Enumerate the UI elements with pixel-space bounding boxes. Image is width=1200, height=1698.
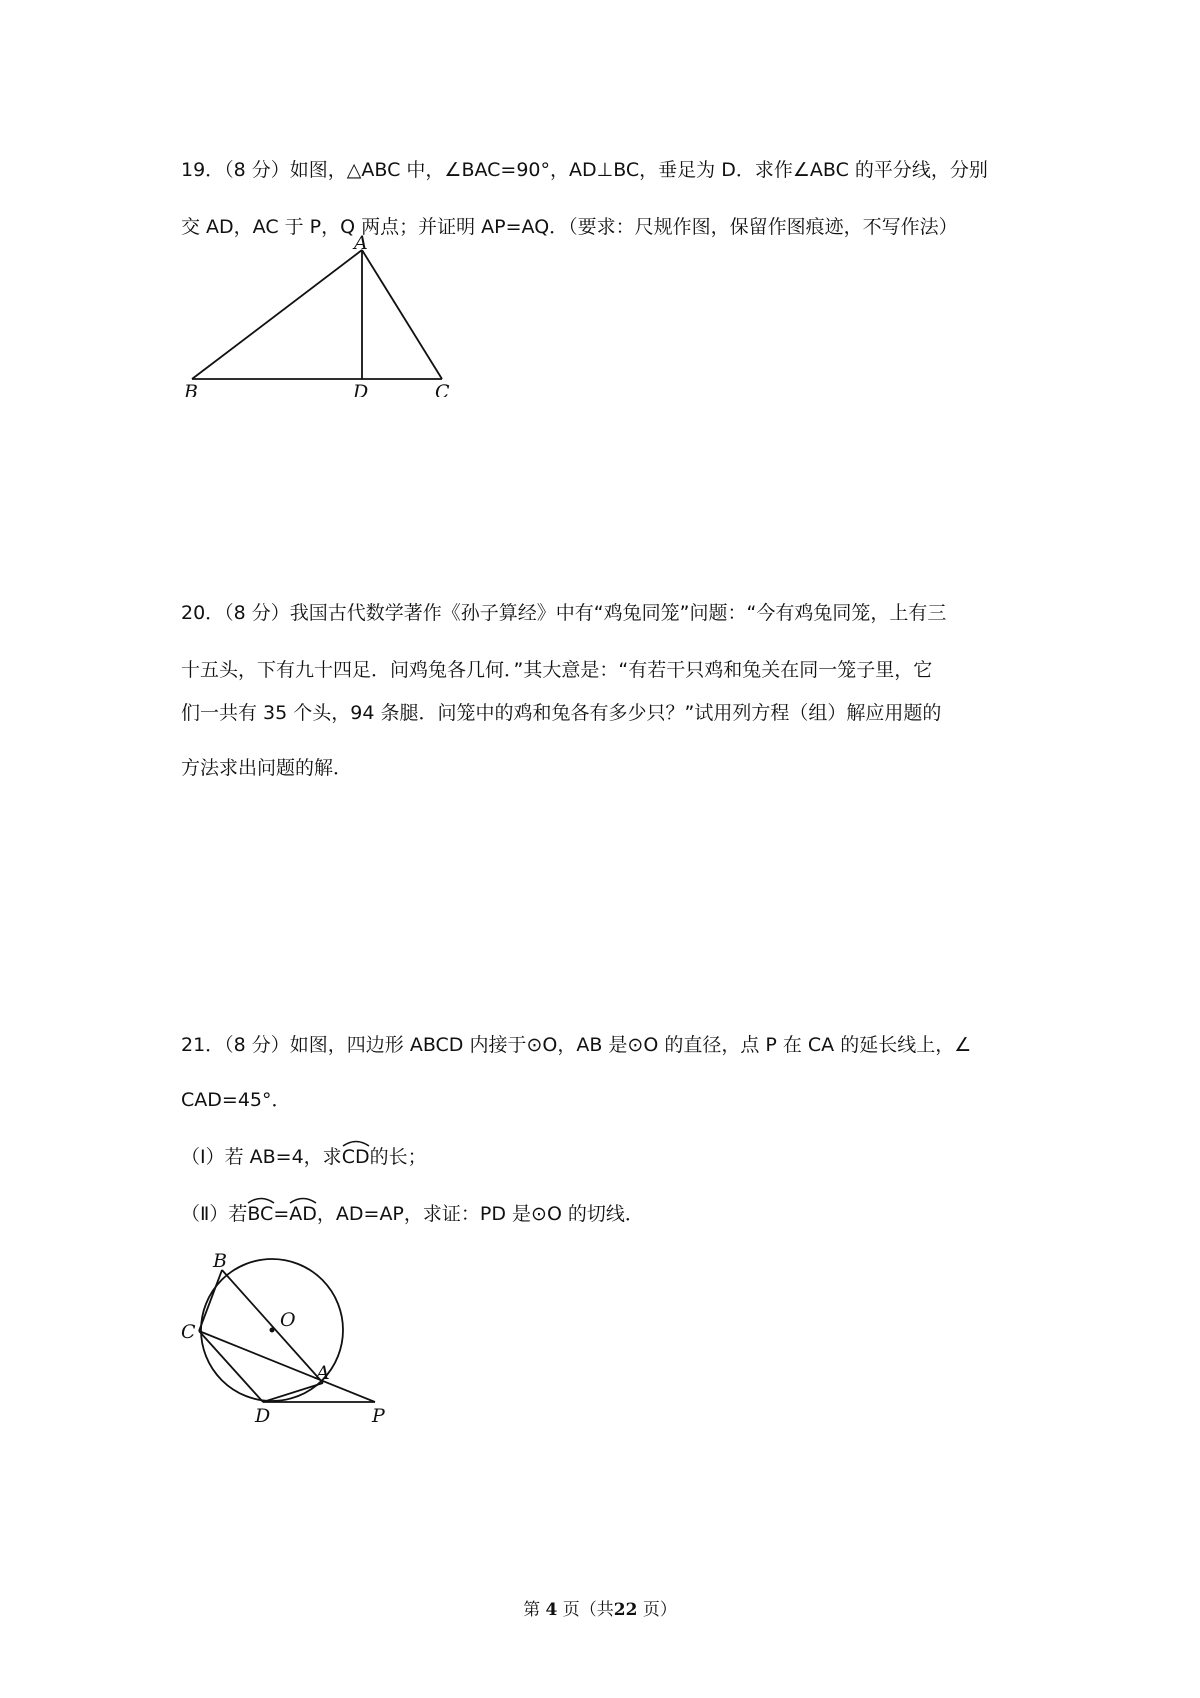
q19-line-2: 交 AD，AC 于 P，Q 两点；并证明 AP=AQ．（要求：尺规作图，保留作图痕迹，不写作法） (181, 216, 958, 238)
q19-label-b: B (184, 381, 198, 397)
q21-circle-figure (175, 1248, 415, 1433)
footer-page-number: 4 (545, 1600, 558, 1620)
q21-arc-cd-label: CD (341, 1146, 370, 1168)
arc-mark-icon (247, 1194, 275, 1204)
q19-line-1: 19．（8 分）如图，△ABC 中，∠BAC=90°，AD⊥BC，垂足为 D．求作∠ABC 的平分线，分别 (181, 159, 988, 181)
q21-part2-eq: = (273, 1203, 290, 1225)
page-footer (0, 1595, 1200, 1620)
q20-line-1: 20．（8 分）我国古代数学著作《孙子算经》中有“鸡兔同笼”问题：“今有鸡兔同笼，上有三 (181, 602, 947, 624)
q21-arc-cd (342, 1143, 370, 1171)
footer-suffix: 页） (642, 1600, 677, 1620)
q21-line-1: 21．（8 分）如图，四边形 ABCD 内接于⊙O，AB 是⊙O 的直径，点 P 在 CA 的延长线上，∠ (181, 1034, 972, 1056)
arc-mark-icon (289, 1194, 317, 1204)
q19-triangle-lines (192, 250, 442, 379)
q21-part2-suffix: ，AD=AP，求证：PD 是⊙O 的切线． (316, 1203, 644, 1225)
q21-line-2: CAD=45°． (181, 1089, 291, 1111)
q21-arc-ad-label: AD (289, 1203, 317, 1225)
arc-mark-icon (342, 1137, 370, 1147)
q21-part-1 (181, 1143, 427, 1171)
q20-line-4: 方法求出问题的解． (181, 757, 353, 779)
q21-label-c: C (181, 1321, 196, 1343)
q19-triangle-figure (180, 232, 470, 397)
q21-center-dot (270, 1328, 275, 1333)
q21-label-p: P (372, 1405, 385, 1427)
q21-arc-ad (289, 1200, 317, 1228)
q21-part-2 (181, 1200, 644, 1228)
q21-part1-suffix: 的长； (369, 1146, 427, 1168)
q21-label-o: O (280, 1309, 296, 1331)
footer-total-pages: 22 (613, 1600, 638, 1620)
q21-part2-prefix: （Ⅱ）若 (181, 1203, 248, 1225)
q20-line-2: 十五头，下有九十四足．问鸡兔各几何．”其大意是：“有若干只鸡和兔关在同一笼子里，它 (181, 659, 933, 681)
q21-arc-bc (247, 1200, 273, 1228)
q21-arc-bc-label: BC (247, 1203, 274, 1225)
q21-label-b: B (213, 1250, 227, 1272)
footer-middle: 页（共 (562, 1600, 614, 1620)
q19-label-d: D (353, 381, 369, 397)
q21-label-d: D (255, 1405, 271, 1427)
q20-line-3: 们一共有 35 个头，94 条腿．问笼中的鸡和兔各有多少只？”试用列方程（组）解应用题的 (181, 702, 942, 724)
q21-part1-prefix: （Ⅰ）若 AB=4，求 (181, 1146, 342, 1168)
q19-label-a: A (354, 232, 368, 254)
q19-label-c: C (435, 381, 450, 397)
footer-prefix: 第 (523, 1600, 541, 1620)
q21-label-a: A (316, 1362, 330, 1384)
